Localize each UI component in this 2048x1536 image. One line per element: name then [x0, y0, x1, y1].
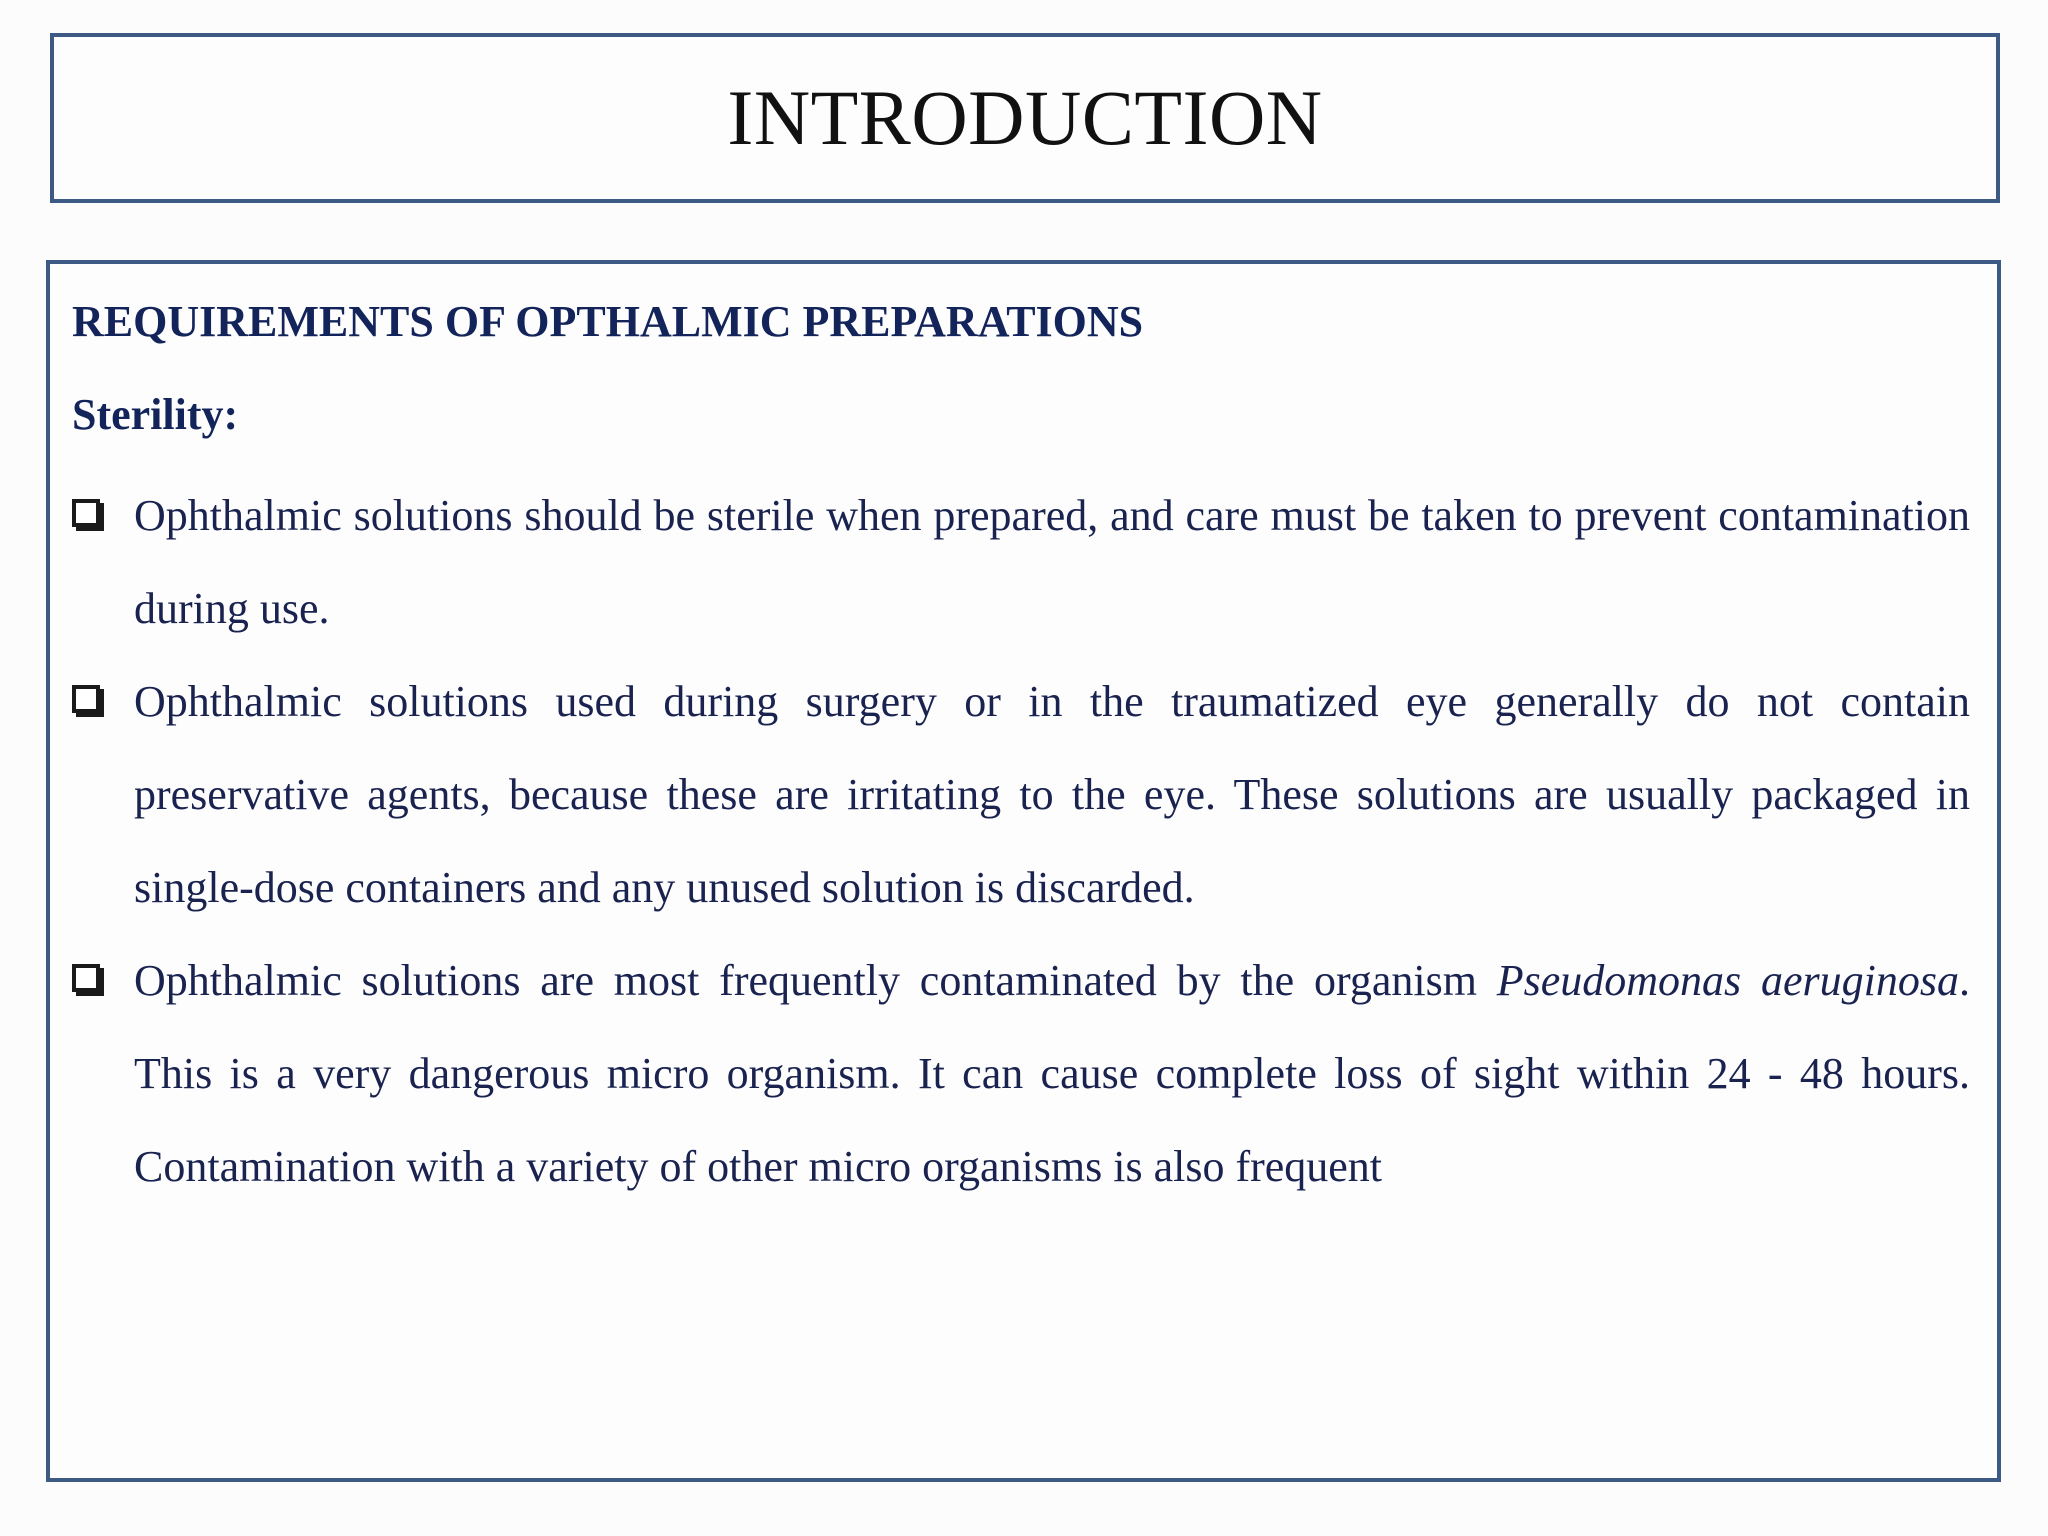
- bullet-text-3-start: Ophthalmic solutions are most frequently contaminated by the organism: [134, 956, 1497, 1005]
- bullet-item-1: [72, 469, 1970, 655]
- slide-title: INTRODUCTION: [727, 74, 1323, 161]
- checkbox-square-icon: [72, 964, 100, 992]
- title-box: [50, 33, 2000, 203]
- bullet-list: [72, 469, 1970, 1213]
- bullet-item-3: [72, 934, 1970, 1213]
- sterility-subheading: Sterility:: [72, 390, 239, 439]
- content-box: [46, 260, 2001, 1482]
- bullet-text-1: Ophthalmic solutions should be sterile when prepared, and care must be taken to prevent contamination during use.: [134, 491, 1970, 633]
- checkbox-square-icon: [72, 685, 100, 713]
- checkbox-square-icon: [72, 499, 100, 527]
- section-heading: REQUIREMENTS OF OPTHALMIC PREPARATIONS: [72, 297, 1144, 346]
- organism-name: Pseudomonas aeruginosa: [1496, 956, 1959, 1005]
- bullet-item-2: [72, 655, 1970, 934]
- bullet-text-2: Ophthalmic solutions used during surgery or in the traumatized eye generally do not contain preservative agents, because these are irritating to the eye. These solutions are usually packaged in single-dose containers and any unused solution is discarded.: [134, 677, 1970, 912]
- bullet-text-3-end: . This is a very dangerous micro organism. It can cause complete loss of sight within 24 - 48 hours. Contamination with a variety of other micro organisms is also frequent: [134, 956, 1970, 1191]
